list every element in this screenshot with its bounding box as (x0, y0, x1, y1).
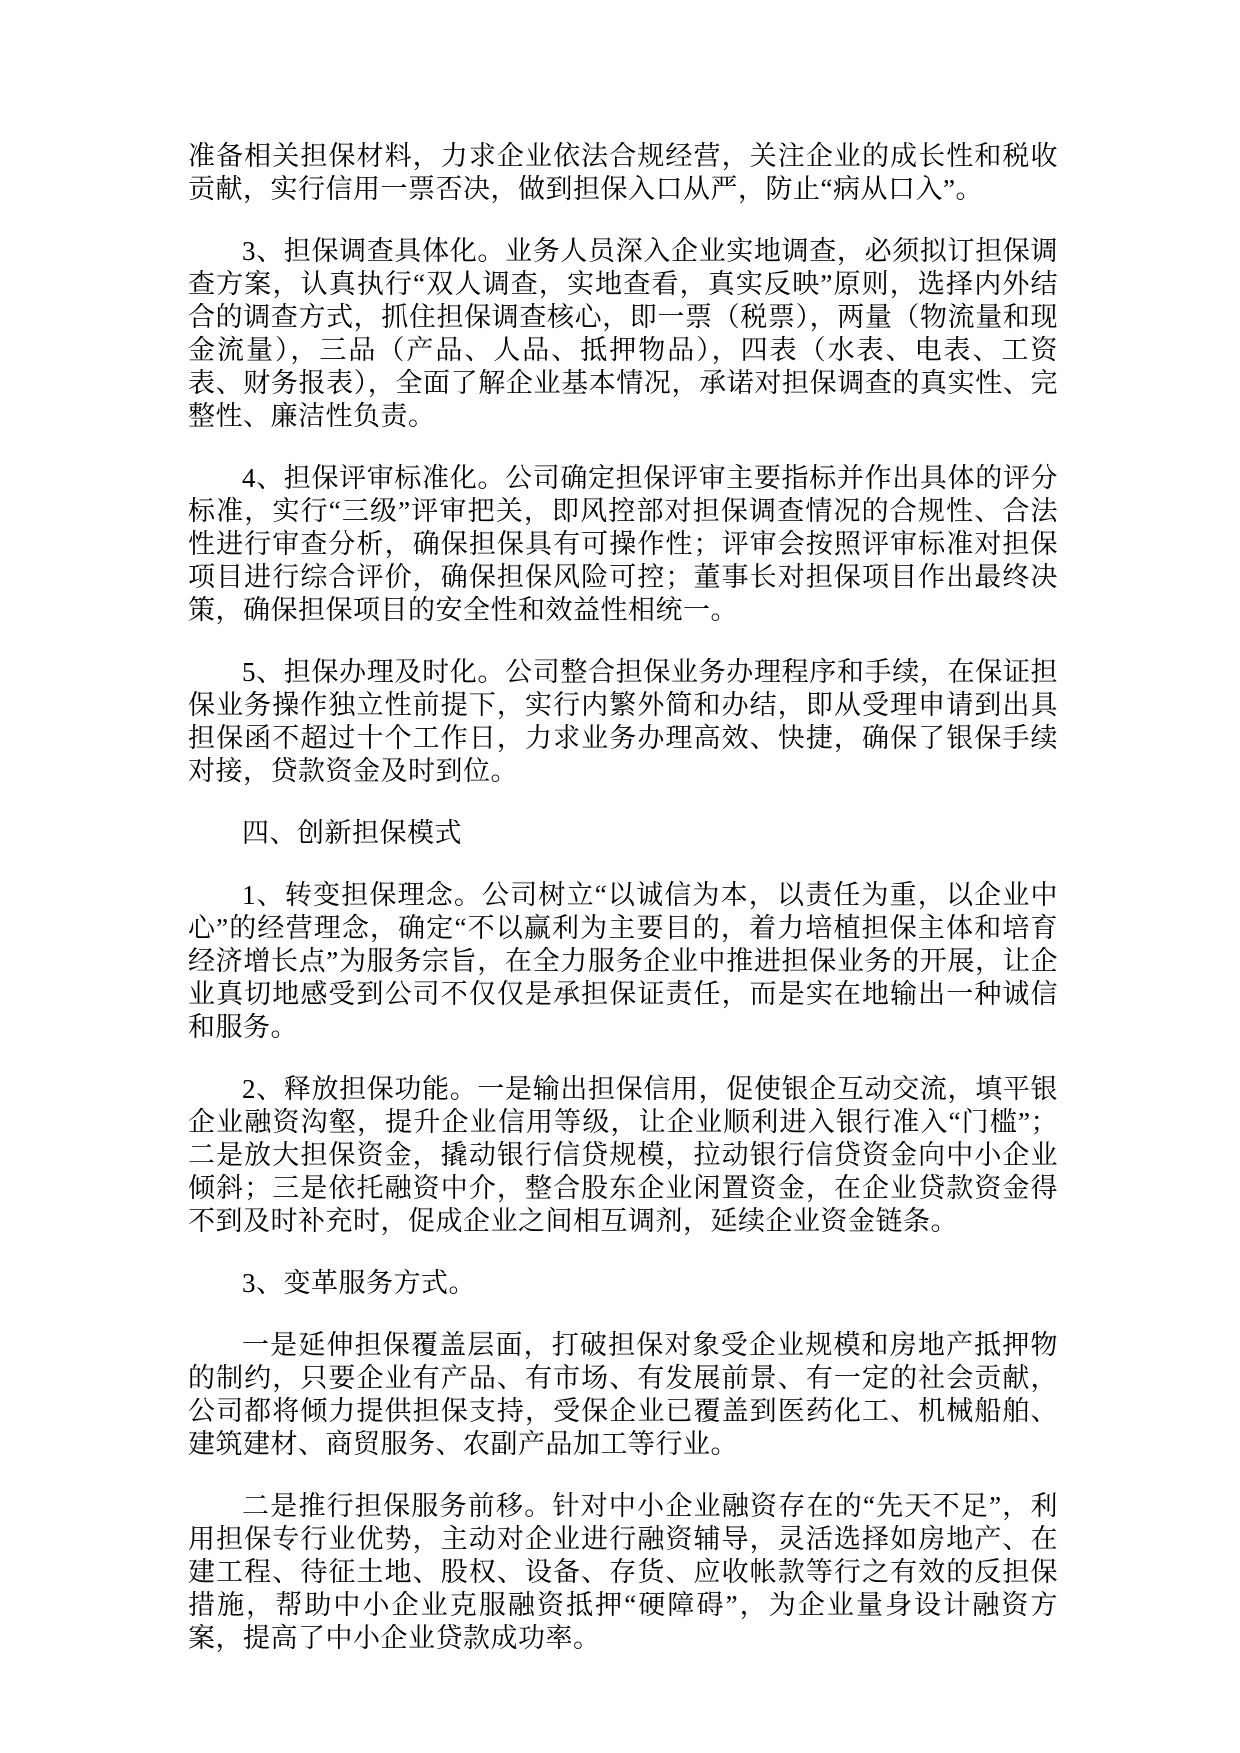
paragraph-item-2-function: 2、释放担保功能。一是输出担保信用，促使银企互动交流，填平银企业融资沟壑，提升企业信用等级，让企业顺利进入银行准入“门槛”；二是放大担保资金，撬动银行信贷规模，拉动银行信贷资金向中小企业倾斜；三是依托融资中介，整合股东企业闲置资金，在企业贷款资金得不到及时补充时，促成企业之间相互调剂，延续企业资金链条。 (188, 1074, 1058, 1236)
paragraph-point-2-forward-service: 二是推行担保服务前移。针对中小企业融资存在的“先天不足”，利用担保专行业优势，主动对企业进行融资辅导，灵活选择如房地产、在建工程、待征土地、股权、设备、存货、应收帐款等行之有效的反担保措施，帮助中小企业克服融资抵押“硬障碍”，为企业量身设计融资方案，提高了中小企业贷款成功率。 (188, 1491, 1058, 1653)
paragraph-item-5-processing: 5、担保办理及时化。公司整合担保业务办理程序和手续，在保证担保业务操作独立性前提下，实行内繁外简和办结，即从受理申请到出具担保函不超过十个工作日，力求业务办理高效、快捷，确保了银保手续对接，贷款资金及时到位。 (188, 657, 1058, 786)
paragraph-item-1-concept: 1、转变担保理念。公司树立“以诚信为本，以责任为重，以企业中心”的经营理念，确定“不以赢利为主要目的，着力培植担保主体和培育经济增长点”为服务宗旨，在全力服务企业中推进担保业务的开展，让企业真切地感受到公司不仅仅是承担保证责任，而是实在地输出一种诚信和服务。 (188, 880, 1058, 1042)
paragraph-item-3-service-mode: 3、变革服务方式。 (242, 1268, 476, 1298)
paragraph-item-4-review: 4、担保评审标准化。公司确定担保评审主要指标并作出具体的评分标准，实行“三级”评审把关，即风控部对担保调查情况的合规性、合法性进行审查分析，确保担保具有可操作性；评审会按照评审标准对担保项目进行综合评价，确保担保风险可控；董事长对担保项目作出最终决策，确保担保项目的安全性和效益性相统一。 (188, 463, 1058, 625)
paragraph-item-3-investigation: 3、担保调查具体化。业务人员深入企业实地调查，必须拟订担保调查方案，认真执行“双人调查，实地查看，真实反映”原则，选择内外结合的调查方式，抓住担保调查核心，即一票（税票），两量（物流量和现金流量），三品（产品、人品、抵押物品），四表（水表、电表、工资表、财务报表），全面了解企业基本情况，承诺对担保调查的真实性、完整性、廉洁性负责。 (188, 236, 1058, 431)
paragraph-intro-continuation: 准备相关担保材料，力求企业依法合规经营，关注企业的成长性和税收贡献，实行信用一票否决，做到担保入口从严，防止“病从口入”。 (188, 141, 1058, 204)
paragraph-point-1-coverage: 一是延伸担保覆盖层面，打破担保对象受企业规模和房地产抵押物的制约，只要企业有产品、有市场、有发展前景、有一定的社会贡献，公司都将倾力提供担保支持，受保企业已覆盖到医药化工、机械船舶、建筑建材、商贸服务、农副产品加工等行业。 (188, 1330, 1058, 1459)
document-body (188, 140, 1058, 1655)
section-heading-innovation-mode: 四、创新担保模式 (242, 818, 462, 848)
